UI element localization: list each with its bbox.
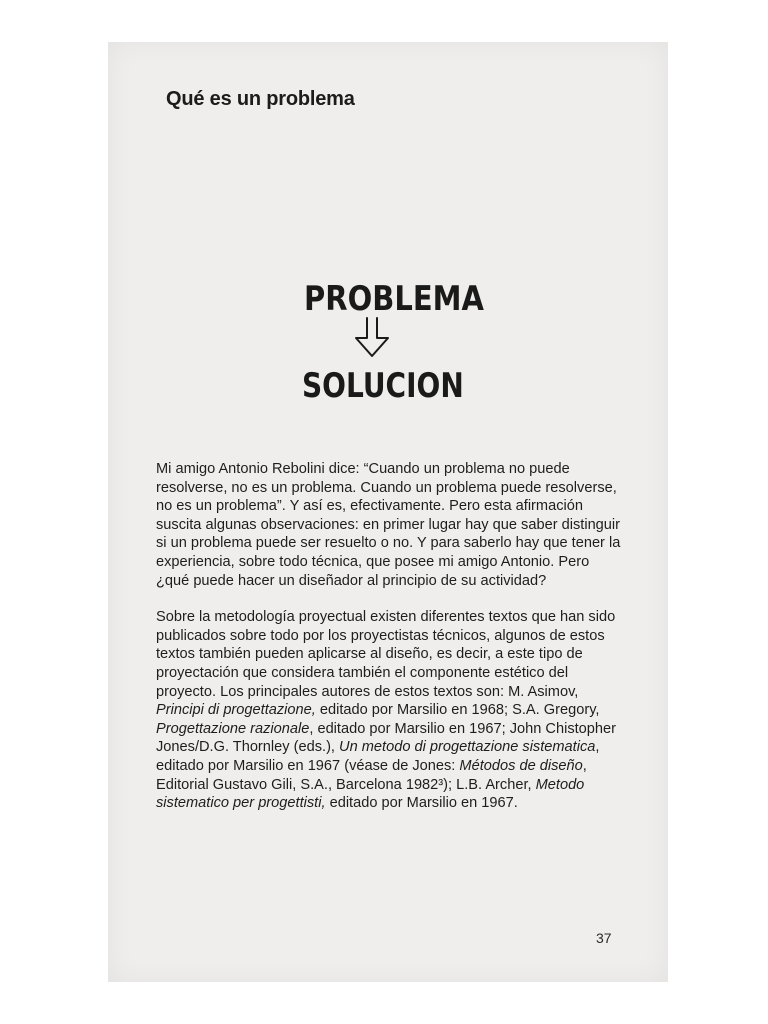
text-run: editado por Marsilio en 1968; S.A. Gregory, xyxy=(315,702,600,719)
page-number: 37 xyxy=(596,930,612,946)
section-title: Qué es un problema xyxy=(166,88,355,110)
book-title: Un metodo di progettazione sistematica xyxy=(339,739,596,756)
paragraph-methodology xyxy=(156,608,626,813)
body-text xyxy=(156,460,626,831)
diagram-problem-label: PROBLEMA xyxy=(304,278,484,319)
text-run: , editado por Marsilio en 1967 (véase de Jones: xyxy=(156,739,600,774)
problem-solution-diagram xyxy=(290,270,510,440)
text-run: , Editorial Gustavo Gili, S.A., Barcelona 1982³); L.B. Archer, xyxy=(156,757,587,793)
text-run: Sobre la metodología proyectual existen diferentes textos que han sido publicados sobre todo por los proyectistas técnicos, algunos de estos textos también pueden aplicarse al diseño, es decir, a este tipo de proyectación que considera también el componente estético del proyecto. Los principales autores de estos textos son: M. Asimov, xyxy=(156,609,616,700)
book-title: Principi di progettazione, xyxy=(156,702,316,719)
diagram-solution-label: SOLUCION xyxy=(302,366,464,406)
paragraph-rebolini: Mi amigo Antonio Rebolini dice: “Cuando un problema no puede resolverse, no es un problema. Cuando un problema puede resolverse, no es un problema”. Y así es, efectivamente. Pero esta afirmación suscita algunas observaciones: en primer lugar hay que saber distinguir si un problema puede ser resuelto o no. Y para saberlo hay que tener la experiencia, sobre todo técnica, que posee mi amigo Antonio. Pero ¿qué puede hacer un diseñador al principio de su actividad? xyxy=(156,461,621,589)
down-arrow-icon xyxy=(352,316,392,360)
text-run: , editado por Marsilio en 1967; John Chistopher Jones/D.G. Thornley (eds.), xyxy=(156,720,616,756)
book-title: Métodos de diseño xyxy=(459,757,583,774)
book-title: Progettazione razionale xyxy=(156,720,310,737)
text-run: editado por Marsilio en 1967. xyxy=(325,795,518,812)
book-title: Metodo sistematico per progettisti, xyxy=(156,776,585,812)
